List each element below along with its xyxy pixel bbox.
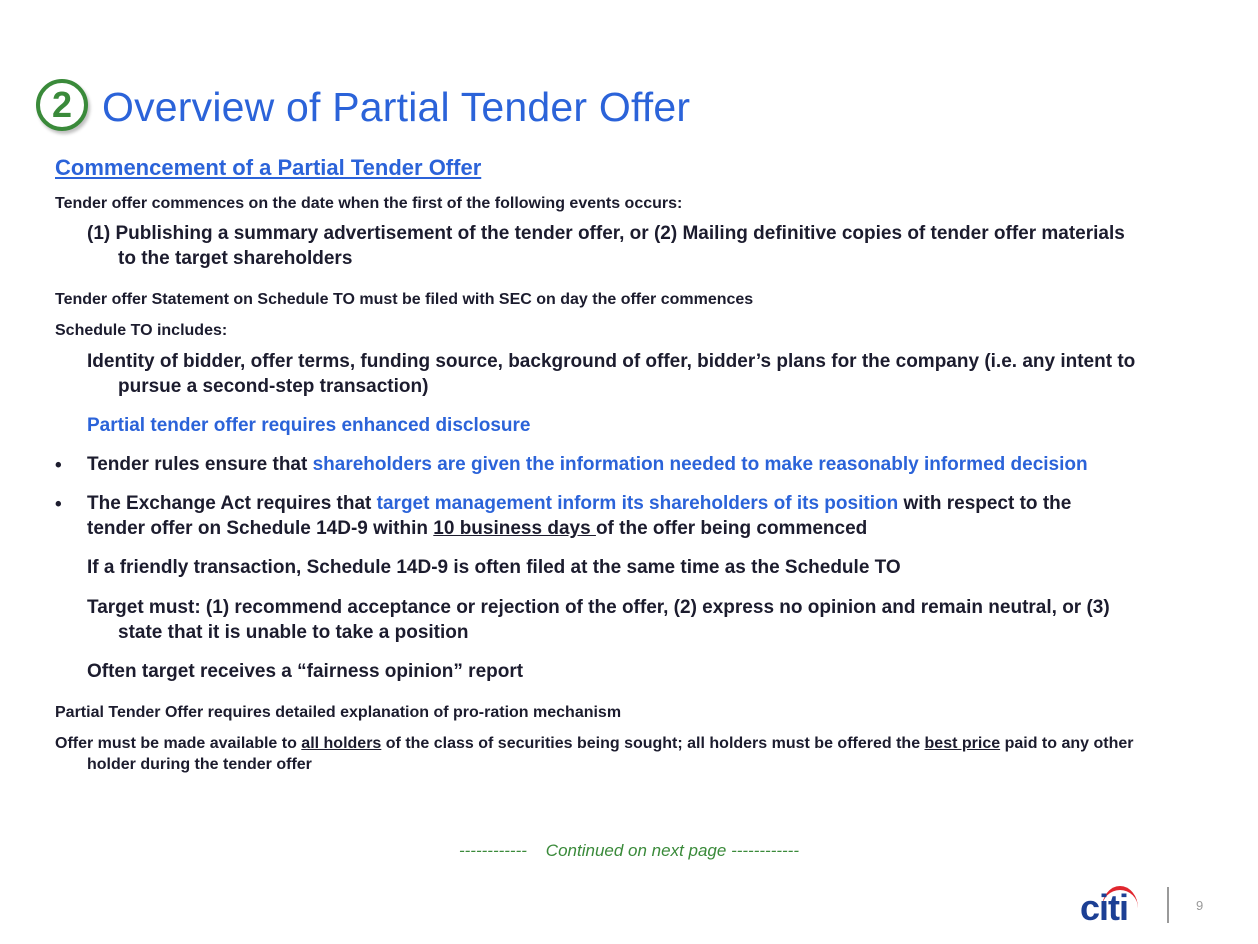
footer-divider [1167,887,1169,923]
bullet-tender-rules-highlight: shareholders are given the information needed to make reasonably informed decision [312,454,1088,475]
all-holders-line2: holder during the tender offer [87,756,312,773]
schedule-to-contents-line2: pursue a second-step transaction) [118,376,429,397]
bullet-exchange-act-highlight: target management inform its shareholders of its position [376,493,899,514]
best-price-underlined: best price [924,735,1001,752]
page-number: 9 [1196,898,1204,913]
bullet-marker: • [55,455,62,476]
citi-logo [1080,884,1142,928]
schedule-14d9-text-end: of the offer being commenced [595,518,868,539]
commencement-events-line2: to the target shareholders [118,248,353,269]
target-must-line1: Target must: (1) recommend acceptance or rejection of the offer, (2) express no opinion and remain neutral, or (3) [87,597,1110,618]
schedule-to-filing: Tender offer Statement on Schedule TO must be filed with SEC on day the offer commences [55,291,754,308]
commencement-events-line1: (1) Publishing a summary advertisement of the tender offer, or (2) Mailing definitive copies of tender offer materials [87,223,1125,244]
all-holders-line1 [55,735,1133,753]
section-heading: Commencement of a Partial Tender Offer [55,155,482,180]
bullet-tender-rules-text: Tender rules ensure that [87,454,313,475]
target-must-line2: state that it is unable to take a position [118,622,469,643]
bullet-tender-rules [87,454,1088,476]
bullet-exchange-act-text: The Exchange Act requires that [87,493,377,514]
commencement-intro: Tender offer commences on the date when the first of the following events occurs: [55,195,683,212]
citi-logo-text: citi [1080,887,1129,928]
enhanced-disclosure-note: Partial tender offer requires enhanced disclosure [87,415,531,436]
all-holders-text-end: paid to any other [1000,735,1134,752]
schedule-14d9-text: tender offer on Schedule 14D-9 within [87,518,434,539]
schedule-to-contents-line1: Identity of bidder, offer terms, funding source, background of offer, bidder’s plans for the company (i.e. any intent to [87,351,1136,372]
business-days-underlined: 10 business days [433,518,596,539]
schedule-to-includes: Schedule TO includes: [55,322,228,339]
bullet-exchange-act-line1 [87,493,1071,515]
bullet-marker: • [55,494,62,515]
proration-note: Partial Tender Offer requires detailed explanation of pro-ration mechanism [55,704,622,721]
bullet-exchange-act-line2 [87,518,867,540]
continued-note: ------------ Continued on next page ------------ [458,841,800,860]
fairness-opinion-note: Often target receives a “fairness opinion” report [87,661,524,682]
friendly-transaction-note: If a friendly transaction, Schedule 14D-9 is often filed at the same time as the Schedule TO [87,557,901,578]
all-holders-text-mid: of the class of securities being sought; all holders must be offered the [381,735,925,752]
page-title: Overview of Partial Tender Offer [102,84,691,130]
section-number-badge: 2 [36,79,88,131]
all-holders-underlined: all holders [301,735,382,752]
bullet-exchange-act-text-end: with respect to the [898,493,1072,514]
all-holders-text: Offer must be made available to [55,735,302,752]
